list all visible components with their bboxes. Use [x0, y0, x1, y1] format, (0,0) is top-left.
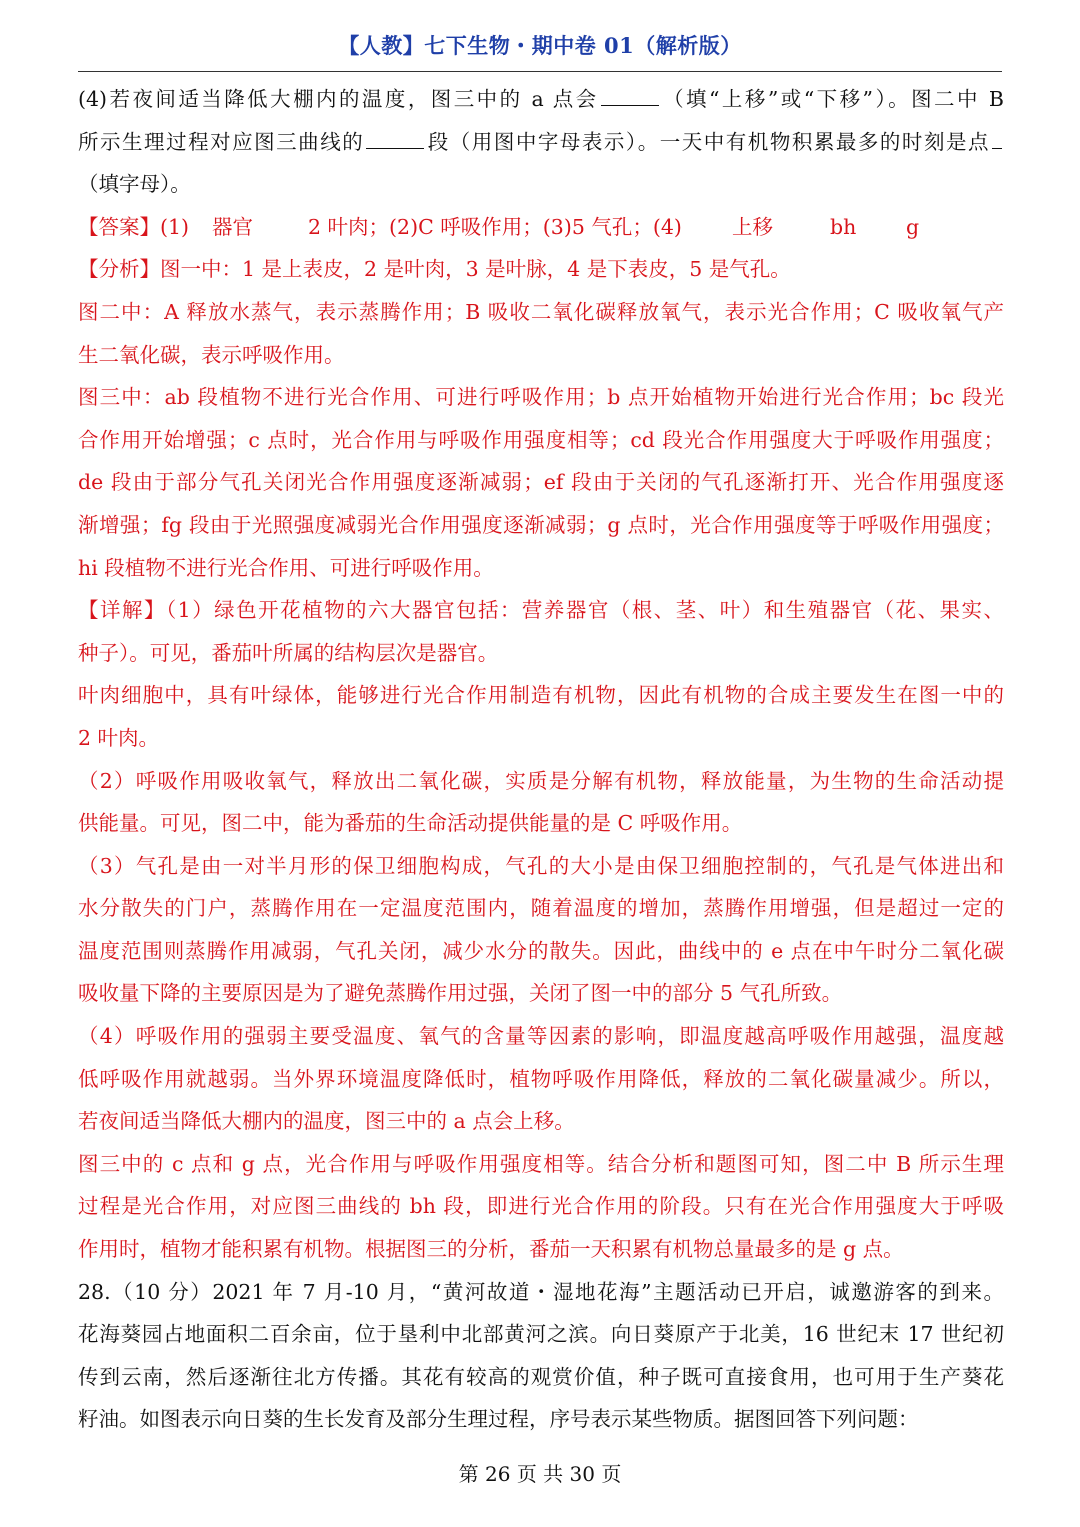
detail-line: 吸收量下降的主要原因是为了避免蒸腾作用过强，关闭了图一中的部分 5 气孔所致。	[78, 981, 843, 1006]
detail-line: 若夜间适当降低大棚内的温度，图三中的 a 点会上移。	[78, 1109, 575, 1134]
analysis-line: hi 段植物不进行光合作用、可进行呼吸作用。	[78, 555, 494, 580]
answer-part: bh	[830, 214, 857, 239]
answer-blank	[366, 128, 424, 149]
detail-line: 温度范围则蒸腾作用减弱，气孔关闭，减少水分的散失。因此，曲线中的 e 点在中午时分二氧化碳	[78, 938, 1004, 963]
answer-part: 【答案】(1)	[78, 214, 190, 239]
detail-line: 2 叶肉。	[78, 725, 160, 750]
analysis-line: 图二中：A 释放水蒸气，表示蒸腾作用；B 吸收二氧化碳释放氧气，表示光合作用；C 吸收氧气产	[78, 299, 1004, 324]
question-4-line-2: 所示生理过程对应图三曲线的 段（用图中字母表示）。一天中有机物积累最多的时刻是点	[78, 121, 1004, 164]
analysis-line: 图三中：ab 段植物不进行光合作用、可进行呼吸作用；b 点开始植物开始进行光合作用；bc 段光	[78, 385, 1004, 410]
analysis-line: 生二氧化碳，表示呼吸作用。	[78, 342, 345, 367]
answer-part: 2 叶肉；(2)C 呼吸作用；(3)5 气孔；(4)	[308, 214, 682, 239]
detail-line: 【详解】（1）绿色开花植物的六大器官包括：营养器官（根、茎、叶）和生殖器官（花、果实、	[78, 598, 1004, 623]
detail-line: 低呼吸作用就越弱。当外界环境温度降低时，植物呼吸作用降低，释放的二氧化碳量减少。所以，	[78, 1066, 1004, 1091]
detail-line: 过程是光合作用，对应图三曲线的 bh 段，即进行光合作用的阶段。只有在光合作用强度大于呼吸	[78, 1194, 1004, 1219]
question-28-line: 28.（10 分）2021 年 7 月-10 月，“黄河故道・湿地花海”主题活动已开启，诚邀游客的到来。	[78, 1279, 1004, 1304]
detail-line: 水分散失的门户，蒸腾作用在一定温度范围内，随着温度的增加，蒸腾作用增强，但是超过一定的	[78, 896, 1004, 921]
analysis-line: de 段由于部分气孔关闭光合作用强度逐渐减弱；ef 段由于关闭的气孔逐渐打开、光合作用强度逐	[78, 470, 1004, 495]
header-divider	[78, 71, 1002, 72]
analysis-line: 渐增强；fg 段由于光照强度减弱光合作用强度逐渐减弱；g 点时，光合作用强度等于呼吸作用强度；	[78, 512, 1004, 537]
detail-line: 叶肉细胞中，具有叶绿体，能够进行光合作用制造有机物，因此有机物的合成主要发生在图一中的	[78, 683, 1004, 708]
answer-blank	[601, 85, 659, 106]
page-header: 【人教】七下生物・期中卷 01（解析版）	[338, 33, 742, 58]
question-4-line-1: (4)若夜间适当降低大棚内的温度，图三中的 a 点会 （填“上移”或“下移”）。图二中 B	[78, 87, 1004, 111]
detail-line: 图三中的 c 点和 g 点，光合作用与呼吸作用强度相等。结合分析和题图可知，图二中 B 所示生理	[78, 1151, 1004, 1176]
detail-line: 种子）。可见，番茄叶所属的结构层次是器官。	[78, 640, 499, 665]
answer-part: 器官	[212, 214, 253, 239]
question-4-line-3: （填字母）。	[78, 172, 191, 197]
answer-part: 上移	[732, 214, 773, 239]
answer-part: g	[906, 214, 920, 239]
detail-line: （3）气孔是由一对半月形的保卫细胞构成，气孔的大小是由保卫细胞控制的，气孔是气体进出和	[78, 853, 1004, 878]
analysis-line: 【分析】图一中：1 是上表皮，2 是叶肉，3 是叶脉，4 是下表皮，5 是气孔。	[78, 257, 791, 282]
answer-line	[78, 206, 1004, 249]
question-28-line: 花海葵园占地面积二百余亩，位于垦利中北部黄河之滨。向日葵原产于北美，16 世纪末 17 世纪初	[78, 1322, 1004, 1347]
page-content	[78, 78, 1004, 1441]
page-footer: 第 26 页 共 30 页	[458, 1462, 622, 1486]
detail-line: （2）呼吸作用吸收氧气，释放出二氧化碳，实质是分解有机物，释放能量，为生物的生命活动提	[78, 768, 1004, 793]
analysis-line: 合作用开始增强；c 点时，光合作用与呼吸作用强度相等；cd 段光合作用强度大于呼吸作用强度；	[78, 427, 1004, 452]
answer-blank	[992, 128, 1002, 149]
question-28-line: 籽油。如图表示向日葵的生长发育及部分生理过程，序号表示某些物质。据图回答下列问题：	[78, 1407, 919, 1432]
detail-line: 供能量。可见，图二中，能为番茄的生命活动提供能量的是 C 呼吸作用。	[78, 811, 743, 836]
detail-line: 作用时，植物才能积累有机物。根据图三的分析，番茄一天积累有机物总量最多的是 g 点。	[78, 1237, 904, 1262]
detail-line: （4）呼吸作用的强弱主要受温度、氧气的含量等因素的影响，即温度越高呼吸作用越强，温度越	[78, 1024, 1004, 1049]
question-28-line: 传到云南，然后逐渐往北方传播。其花有较高的观赏价值，种子既可直接食用，也可用于生产葵花	[78, 1364, 1004, 1389]
